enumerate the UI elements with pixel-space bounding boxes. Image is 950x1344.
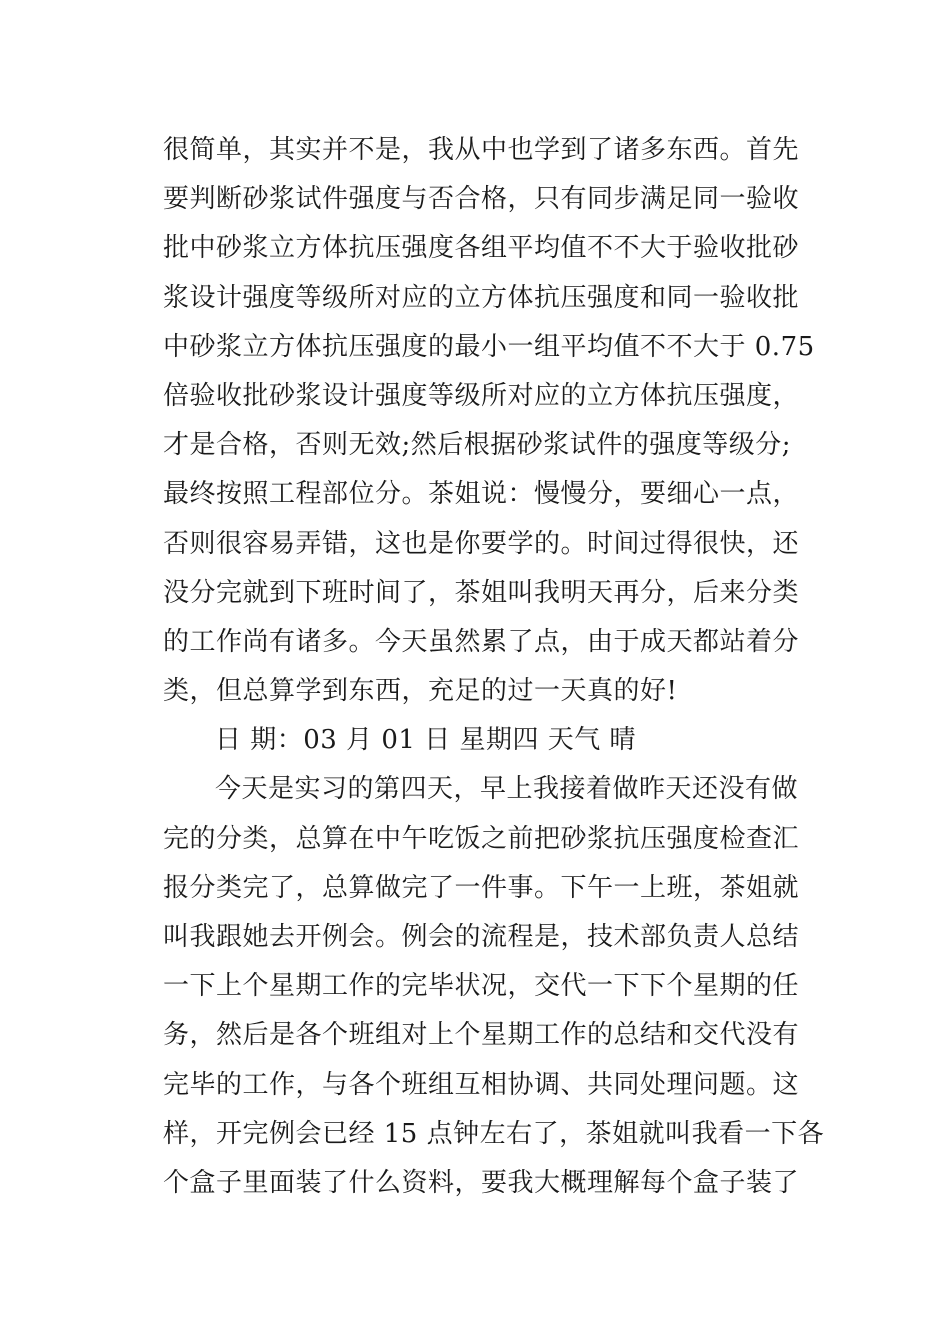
text-line: 否则很容易弄错，这也是你要学的。时间过得很快，还 <box>163 528 800 559</box>
text-line: 要判断砂浆试件强度与否合格，只有同步满足同一验收 <box>163 184 800 215</box>
text-line: 批中砂浆立方体抗压强度各组平均值不不大于验收批砂 <box>163 233 800 264</box>
text-line: 没分完就到下班时间了，茶姐叫我明天再分，后来分类 <box>163 577 800 608</box>
text-line: 才是合格，否则无效;然后根据砂浆试件的强度等级分; <box>163 430 792 461</box>
text-line: 叫我跟她去开例会。例会的流程是，技术部负责人总结 <box>163 922 800 952</box>
text-line: 今天是实习的第四天，早上我接着做昨天还没有做 <box>215 774 799 805</box>
text-line: 中砂浆立方体抗压强度的最小一组平均值不不大于 0.75 <box>163 331 815 362</box>
text-line: 完的分类，总算在中午吃饭之前把砂浆抗压强度检查汇 <box>163 823 800 854</box>
text-line: 完毕的工作，与各个班组互相协调、共同处理问题。这 <box>163 1069 800 1100</box>
text-line: 报分类完了，总算做完了一件事。下午一上班，茶姐就 <box>163 872 800 903</box>
text-line: 类，但总算学到东西，充足的过一天真的好! <box>163 676 678 707</box>
date-line: 日 期：03 月 01 日 星期四 天气 晴 <box>215 725 637 756</box>
document-body <box>163 126 825 1208</box>
text-line: 最终按照工程部位分。茶姐说：慢慢分，要细心一点， <box>163 479 800 510</box>
text-line: 浆设计强度等级所对应的立方体抗压强度和同一验收批 <box>163 282 800 313</box>
text-line: 个盒子里面装了什么资料，要我大概理解每个盒子装了 <box>163 1167 800 1198</box>
text-line: 很简单，其实并不是，我从中也学到了诸多东西。首先 <box>163 135 800 165</box>
text-line: 一下上个星期工作的完毕状况，交代一下下个星期的任 <box>163 971 800 1002</box>
text-line: 务，然后是各个班组对上个星期工作的总结和交代没有 <box>163 1020 800 1051</box>
text-line: 倍验收批砂浆设计强度等级所对应的立方体抗压强度， <box>163 380 800 411</box>
text-line: 的工作尚有诸多。今天虽然累了点，由于成天都站着分 <box>163 626 800 657</box>
text-line: 样，开完例会已经 15 点钟左右了，茶姐就叫我看一下各 <box>163 1118 825 1149</box>
